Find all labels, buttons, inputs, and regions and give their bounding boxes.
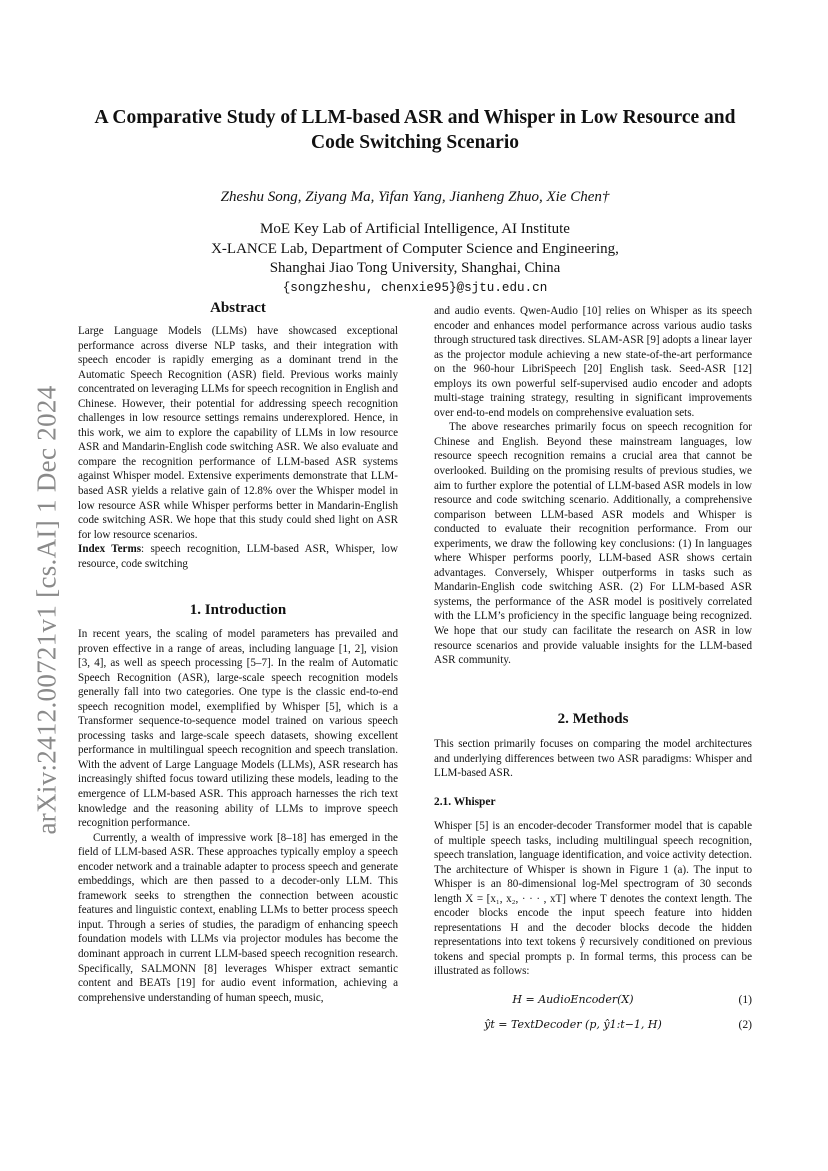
equation-2-number: (2) — [738, 1018, 752, 1031]
equation-1-number: (1) — [738, 993, 752, 1006]
introduction-left — [78, 627, 398, 1005]
equation-2-formula: ŷt = TextDecoder (p, ŷ1:t−1, H) — [484, 1018, 662, 1031]
abstract-heading: Abstract — [210, 300, 266, 316]
author-list: Zheshu Song, Ziyang Ma, Yifan Yang, Jianheng Zhuo, Xie Chen† — [220, 189, 610, 205]
whisper-section — [434, 819, 752, 979]
abstract-section — [78, 324, 398, 571]
index-terms-label: Index Terms — [78, 543, 142, 556]
affiliation-line-2: X-LANCE Lab, Department of Computer Science and Engineering, — [211, 240, 619, 257]
methods-heading: 2. Methods — [557, 711, 629, 727]
index-terms-text: : speech recognition, LLM-based ASR, Whisper, low resource, code switching — [78, 543, 398, 570]
intro-paragraph-3: and audio events. Qwen-Audio [10] relies on Whisper as its speech encoder and enhances model performance across various audio tasks through structured task directives. SLAM-ASR [9] adopts a linear layer as the projector module achieving a new state-of-the-art performance on the 960-hour LibriSpeech [20] English task. Seed-ASR [12] employs its own powerful self-supervised audio encoder and adopts multi-stage training strategy, resulting in significant improvements over end-to-end models on comprehensive evaluation sets. — [434, 305, 752, 419]
intro-paragraph-1: In recent years, the scaling of model parameters has prevailed and proven effective in a range of areas, including language [1, 2], vision [3, 4], as well as speech processing [5–7]. In the realm of Automatic Speech Recognition (ASR), large-scale speech recognition models generally fall into two categories. One type is the classic end-to-end speech recognition model, exemplified by Whisper [5], which is a Transformer sequence-to-sequence model trained on various speech processing tasks and large-scale speech datasets, showing excellent performance in multilingual speech recognition and speech translation. With the advent of Large Language Models (LLMs), ASR research has increasingly shifted focus toward utilizing these models, leading to the emergence of LLM-based ASR. This approach harnesses the rich text knowledge and the reasoning ability of LLMs to improve speech recognition performance. — [78, 628, 398, 830]
methods-paragraph-1: This section primarily focuses on comparing the model architectures and underlying differences between two ASR paradigms: Whisper and LLM-based ASR. — [434, 738, 752, 780]
affiliation-line-3: Shanghai Jiao Tong University, Shanghai, China — [269, 260, 561, 276]
whisper-subheading: 2.1. Whisper — [434, 796, 496, 808]
arxiv-identifier: arXiv:2412.00721v1 [cs.AI] 1 Dec 2024 — [31, 385, 62, 835]
methods-intro — [434, 737, 752, 781]
introduction-right — [434, 304, 752, 668]
affiliation-line-1: MoE Key Lab of Artificial Intelligence, AI Institute — [260, 221, 570, 237]
whisper-paragraph: Whisper [5] is an encoder-decoder Transformer model that is capable of multiple speech tasks, including multilingual speech recognition, speech translation, language identification, and voice activity detection. The architecture of Whisper is shown in Figure 1 (a). The input to Whisper is an 80-dimensional log-Mel spectrogram of 30 seconds length X = [x₁, x₂, · · · , xT] where T denotes the context length. The encoder blocks encode the input speech feature into hidden representations H and the decoder blocks decode the hidden representations into text tokens ŷ recursively conditioned on previous tokens and special prompts p. In formal terms, this process can be illustrated as follows: — [434, 820, 752, 978]
paper-title: A Comparative Study of LLM-based ASR and Whisper in Low Resource and Code Switching Scenario — [94, 107, 736, 153]
abstract-body: Large Language Models (LLMs) have showcased exceptional performance across diverse NLP tasks, and their integration with speech encoder is rapidly emerging as a dominant trend in the Automatic Speech Recognition (ASR) field. Previous works mainly concentrated on leveraging LLMs for speech recognition in English and Chinese. However, their potential for addressing speech recognition challenges in low resource settings remains underexplored. Hence, in this work, we aim to explore the capability of LLMs in low resource ASR and Mandarin-English code switching ASR. We also evaluate and compare the recognition performance of LLM-based ASR systems against Whisper model. Extensive experiments demonstrate that LLM-based ASR yields a relative gain of 12.8% over the Whisper model in low resource ASR while Whisper performs better in Mandarin-English code switching ASR. We hope that this study could shed light on ASR for low resource scenarios. — [78, 325, 398, 541]
equation-1-formula: H = AudioEncoder(X) — [512, 993, 634, 1006]
author-email: {songzheshu, chenxie95}@sjtu.edu.cn — [282, 280, 548, 295]
affiliation — [75, 220, 755, 298]
index-terms — [78, 542, 398, 571]
introduction-heading: 1. Introduction — [189, 602, 287, 618]
intro-paragraph-2: Currently, a wealth of impressive work [8–18] has emerged in the field of LLM-based ASR. These approaches typically employ a speech encoder network and a trainable adapter to process speech and generate embeddings, which are then passed to a decoder-only LLM. This framework seeks to strengthen the connection between acoustic features and linguistic context, enabling LLMs to better process speech input. Through a series of studies, the paradigm of enhancing speech foundation models with LLMs via projector modules has become the dominant approach in current LLM-based speech recognition research. Specifically, SALMONN [8] leverages Whisper extract semantic content and BEATs [19] for audio event information, achieving a comprehensive understanding of human speech, music, — [78, 831, 398, 1004]
intro-paragraph-4: The above researches primarily focus on speech recognition for Chinese and English. Beyond these mainstream languages, low resource speech recognition remains a crucial area that cannot be overlooked. Building on the promising results of previous studies, we aim to further explore the potential of LLM-based ASR models in low resource and code switching scenario. Additionally, a comprehensive comparison between LLM-based ASR models and Whisper is conducted to evaluate their recognition performance. From our experiments, we draw the following key conclusions: (1) In languages where Whisper performs poorly, LLM-based ASR shows certain advantages. Conversely, Whisper outperforms in tasks such as Mandarin-English code switching ASR. (2) For LLM-based ASR systems, the performance of the ASR model is positively correlated with the LLM’s proficiency in the specific language being recognized. We hope that our study can facilitate the research on ASR in low resource scenarios and provide valuable insights for the LLM-based ASR community. — [434, 421, 752, 667]
